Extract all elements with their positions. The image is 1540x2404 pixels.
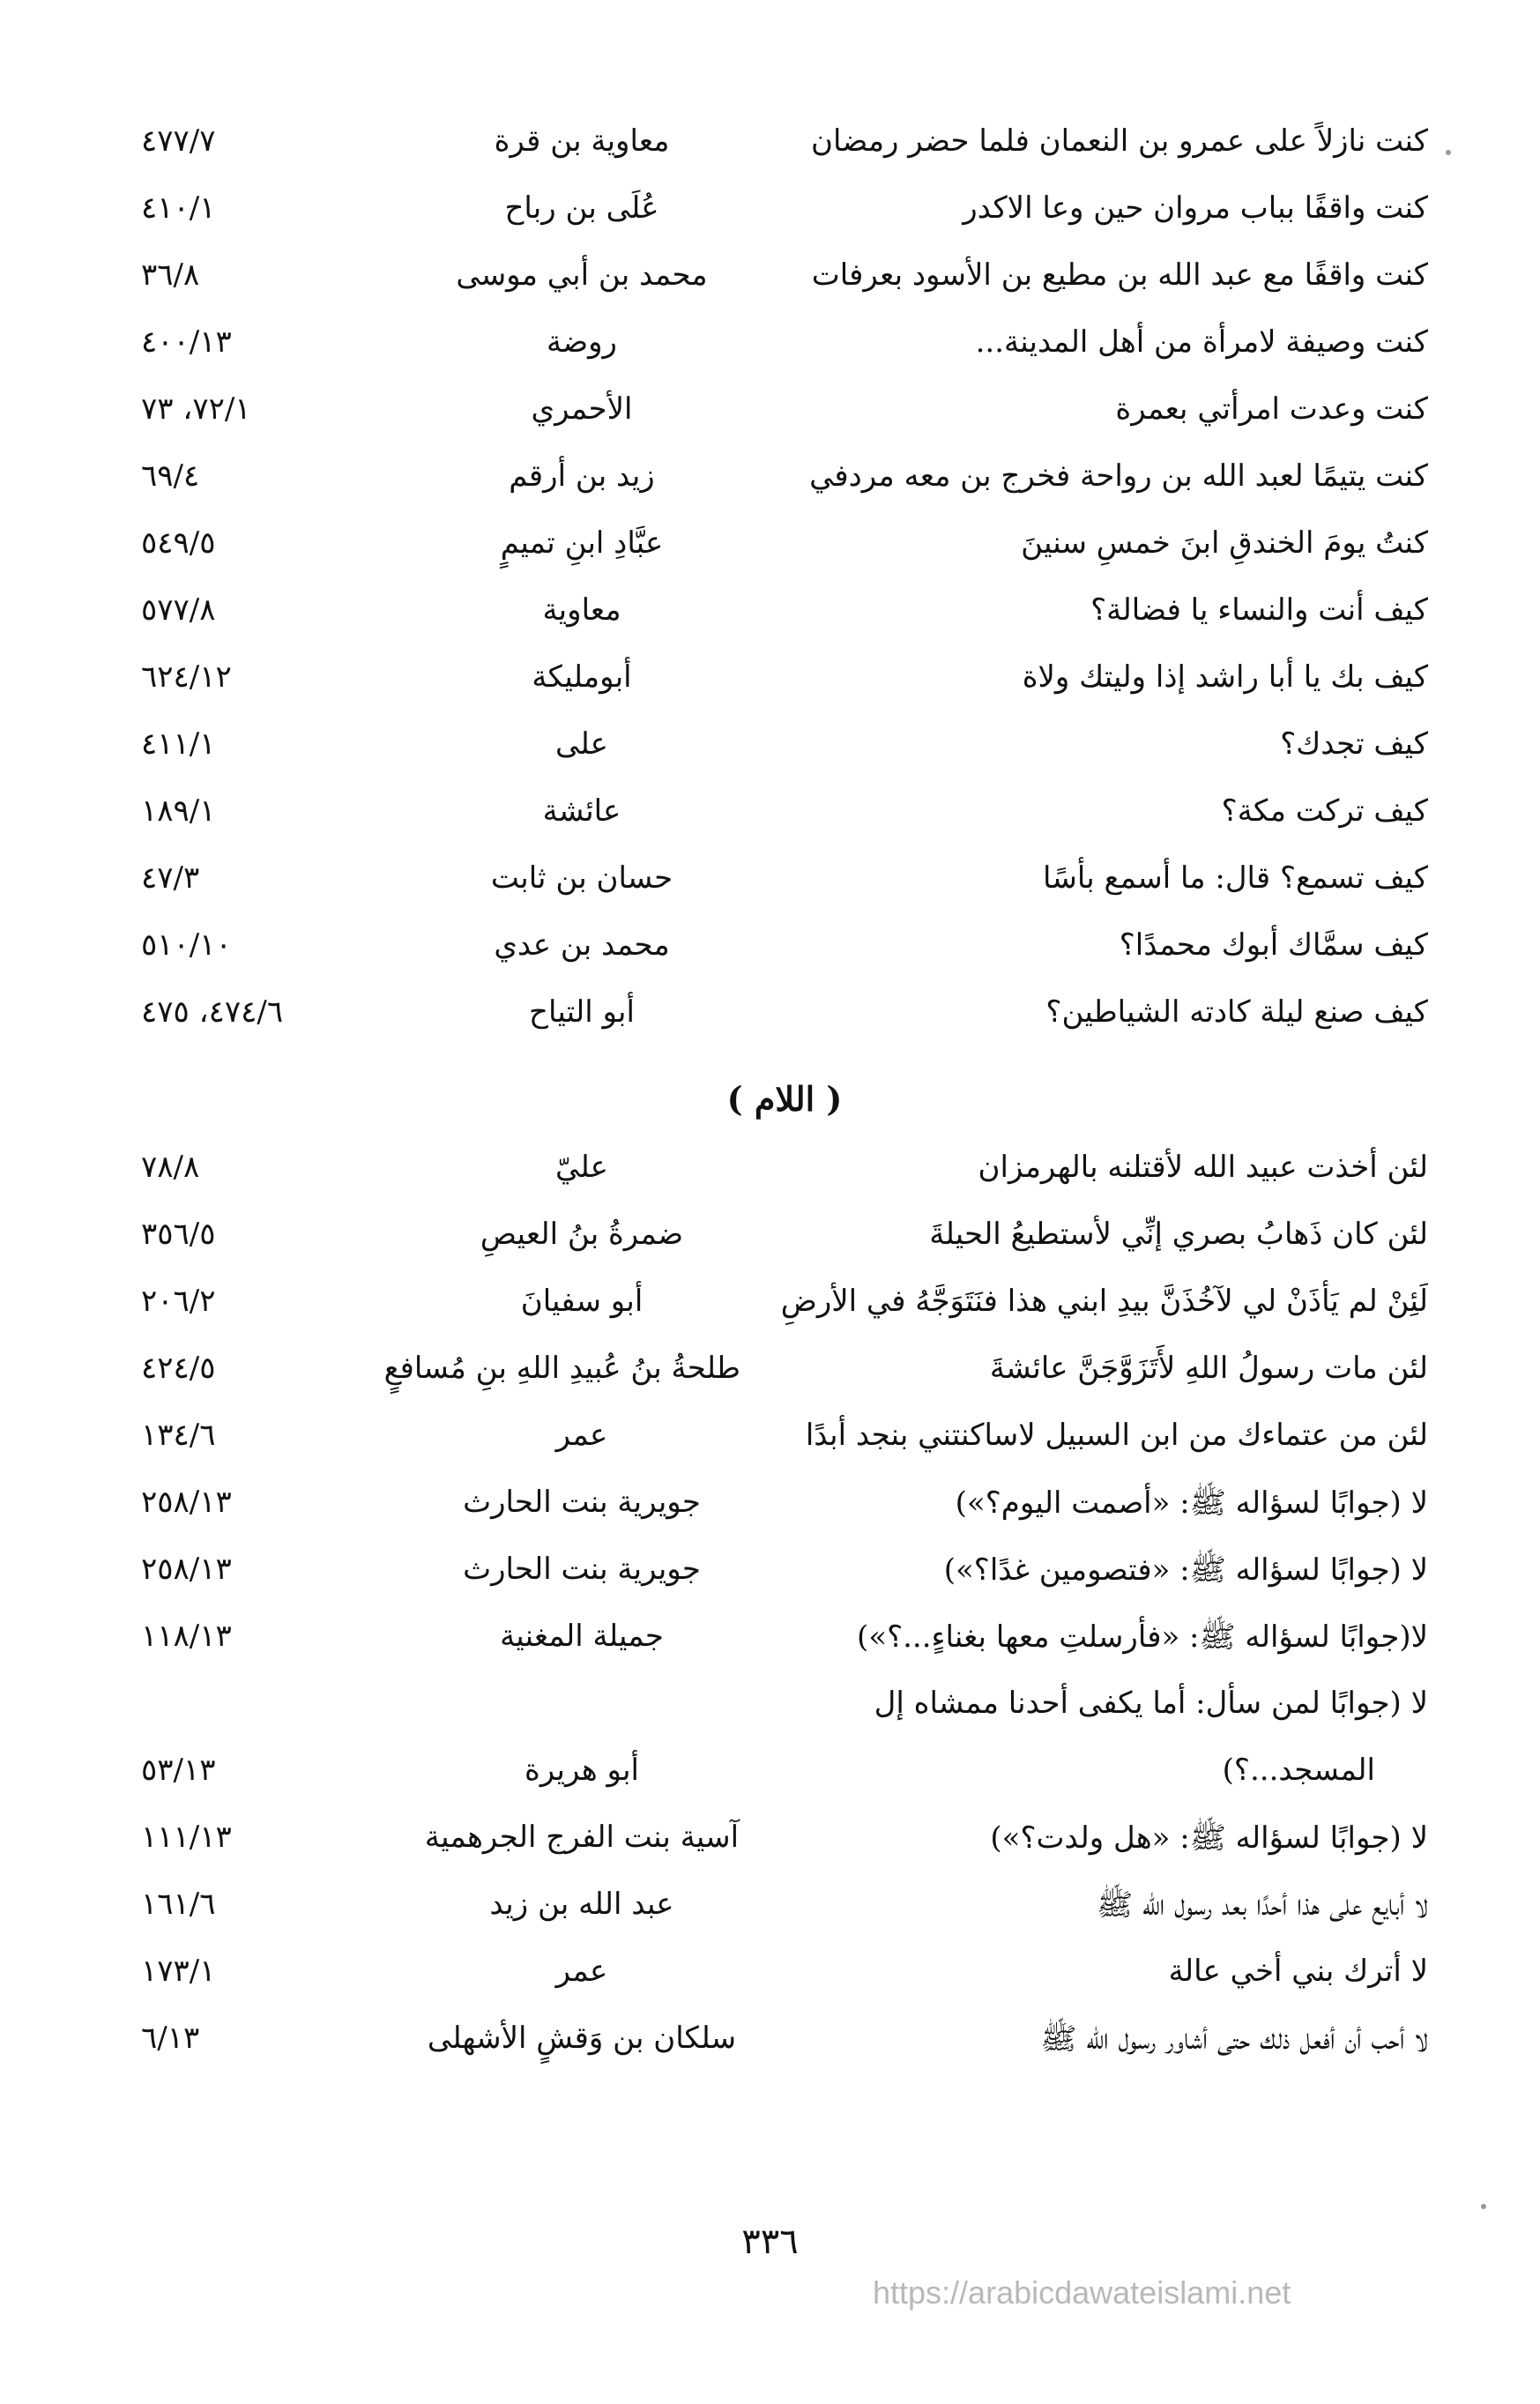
entry-phrase: كنت وعدت امرأتي بعمرة <box>1115 391 1428 427</box>
entry-reference: ٤١١/١ <box>141 726 216 762</box>
entry-reference: ٧٢/١، ٧٣ <box>141 391 251 427</box>
entry-narrator: روضة <box>547 324 617 360</box>
entry-phrase: كيف تسمع؟ قال: ما أسمع بأسًا <box>1043 860 1428 896</box>
entry-narrator: آسية بنت الفرج الجرهمية <box>424 1820 740 1855</box>
entry-reference: ١١١/١٣ <box>141 1820 232 1855</box>
entry-narrator: جميلة المغنية <box>500 1619 664 1654</box>
index-row <box>141 1876 1428 1943</box>
entry-phrase: لا (جوابًا لسؤاله ﷺ: «أصمت اليوم؟») <box>955 1485 1428 1521</box>
entry-narrator: الأحمري <box>531 391 633 427</box>
entry-phrase: لا أترك بني أخي عالة <box>1168 1954 1428 1989</box>
entry-phrase: كنت يتيمًا لعبد الله بن رواحة فخرج بن معه مردفي <box>809 458 1428 494</box>
entry-reference: ١٦١/٦ <box>141 1887 216 1922</box>
entry-phrase: لا (جوابًا لمن سأل: أما يكفى أحدنا ممشاه إل <box>874 1686 1428 1721</box>
entry-narrator: جويرية بنت الحارث <box>463 1552 701 1587</box>
page-number: ٣٣٦ <box>741 2222 799 2262</box>
entry-narrator: عمر <box>555 1418 608 1453</box>
index-row <box>141 381 1428 448</box>
index-row <box>141 1474 1428 1541</box>
entry-reference: ٥٤٩/٥ <box>141 525 216 561</box>
index-list <box>141 113 1428 2077</box>
entry-phrase: كيف تجدك؟ <box>1280 726 1428 762</box>
index-row <box>141 1608 1428 1675</box>
entry-reference: ٤٧٤/٦، ٤٧٥ <box>141 994 284 1030</box>
entry-reference: ٤١٠/١ <box>141 190 216 226</box>
entry-phrase: لئن كان ذَهابُ بصري إنِّي لأستطيعُ الحيلةَ <box>929 1217 1428 1252</box>
watermark-url: https://arabicdawateislami.net <box>873 2274 1291 2311</box>
entry-reference: ١١٨/١٣ <box>141 1619 232 1654</box>
entry-narrator: طلحةُ بنُ عُبيدِ اللهِ بنِ مُسافعٍ <box>383 1351 740 1386</box>
index-row <box>141 582 1428 649</box>
entry-reference: ٢٠٦/٢ <box>141 1284 216 1319</box>
entry-phrase: لئن مات رسولُ اللهِ لأَتَزَوَّجَنَّ عائشةَ <box>989 1351 1428 1386</box>
entry-narrator: سلكان بن وَقشٍ الأشهلى <box>427 2021 737 2056</box>
entry-phrase: كيف بك يا أبا راشد إذا وليتك ولاة <box>1022 659 1428 695</box>
index-row <box>141 113 1428 180</box>
entry-narrator: جويرية بنت الحارث <box>463 1485 701 1520</box>
entry-phrase: كيف أنت والنساء يا فضالة؟ <box>1090 592 1428 628</box>
entry-phrase: كنت وصيفة لامرأة من أهل المدينة... <box>975 324 1428 360</box>
entry-reference: ٢٥٨/١٣ <box>141 1552 232 1587</box>
entry-narrator: ضمرةُ بنُ العيصِ <box>480 1217 684 1252</box>
entry-reference: ٦٢٤/١٢ <box>141 659 232 695</box>
index-row <box>141 783 1428 850</box>
index-row-wrapped-second-line <box>141 1742 1428 1809</box>
index-row <box>141 850 1428 917</box>
index-row <box>141 917 1428 984</box>
entry-phrase: لئن من عتماءك من ابن السبيل لاساكنتني بنجد أبدًا <box>805 1418 1428 1453</box>
entry-narrator: أبو هريرة <box>524 1753 639 1788</box>
entry-phrase: كيف صنع ليلة كادته الشياطين؟ <box>1045 994 1428 1030</box>
entry-reference: ٧٨/٨ <box>141 1150 200 1185</box>
entry-reference: ١٣٤/٦ <box>141 1418 216 1453</box>
entry-phrase: كيف سمَّاك أبوك محمدًا؟ <box>1119 927 1428 963</box>
entry-narrator: على <box>555 726 608 762</box>
entry-phrase: لا أحب أن أفعل ذلك حتى أشاور رسول الله ﷺ <box>1040 2021 1428 2057</box>
entry-narrator: معاوية بن قرة <box>494 123 670 159</box>
index-row-wrapped-first-line <box>141 1675 1428 1742</box>
entry-narrator: عبد الله بن زيد <box>489 1887 674 1922</box>
index-row <box>141 1407 1428 1474</box>
index-row <box>141 448 1428 515</box>
entry-reference: ٥٣/١٣ <box>141 1753 216 1788</box>
entry-narrator: حسان بن ثابت <box>490 860 673 896</box>
entry-narrator: أبو التياح <box>529 994 635 1030</box>
entry-phrase: كيف تركت مكة؟ <box>1221 793 1428 829</box>
entry-narrator: محمد بن أبي موسى <box>456 257 708 293</box>
index-row <box>141 984 1428 1051</box>
entry-phrase: لا أبايع على هذا أحدًا بعد رسول الله ﷺ <box>1097 1887 1428 1923</box>
index-row <box>141 1273 1428 1340</box>
entry-reference: ١٨٩/١ <box>141 793 216 829</box>
index-row <box>141 1340 1428 1407</box>
index-row <box>141 716 1428 783</box>
entry-reference: ٤٢٤/٥ <box>141 1351 216 1386</box>
index-row <box>141 1809 1428 1876</box>
entry-reference: ٦٩/٤ <box>141 458 200 494</box>
entry-phrase: لا (جوابًا لسؤاله ﷺ: «هل ولدت؟») <box>990 1820 1428 1856</box>
entry-reference: ٣٥٦/٥ <box>141 1217 216 1252</box>
entry-phrase-continuation: المسجد...؟) <box>1222 1753 1375 1788</box>
entry-reference: ١٧٣/١ <box>141 1954 216 1989</box>
index-row <box>141 2010 1428 2077</box>
entry-narrator: عمر <box>555 1954 608 1989</box>
entry-reference: ٥١٠/١٠ <box>141 927 232 963</box>
entry-narrator: أبو سفيانَ <box>520 1284 644 1319</box>
entry-reference: ٤٧/٣ <box>141 860 200 896</box>
index-row <box>141 649 1428 716</box>
entry-narrator: عُلَى بن رباح <box>504 190 659 226</box>
margin-dot <box>1481 2204 1486 2209</box>
index-row <box>141 1139 1428 1206</box>
index-row <box>141 1206 1428 1273</box>
section-heading: ( اللام ) <box>726 1079 843 1119</box>
entry-reference: ٤٠٠/١٣ <box>141 324 232 360</box>
index-row <box>141 515 1428 582</box>
entry-narrator: محمد بن عدي <box>494 927 670 963</box>
index-row <box>141 180 1428 247</box>
index-row <box>141 247 1428 314</box>
entry-phrase: كنت نازلاً على عمرو بن النعمان فلما حضر رمضان <box>811 123 1428 159</box>
entry-phrase: لَئِنْ لم يَأذَنْ لي لآخُذَنَّ بيدِ ابني هذا فنَتَوَجَّهُ في الأرضِ <box>780 1284 1428 1319</box>
entry-reference: ٣٦/٨ <box>141 257 200 293</box>
entry-phrase: كنت واقفًا بباب مروان حين وعا الاكدر <box>963 190 1428 226</box>
entry-phrase: كنتُ يومَ الخندقِ ابنَ خمسِ سنينَ <box>1021 525 1428 561</box>
entry-narrator: زيد بن أرقم <box>509 458 655 494</box>
entry-reference: ٦/١٣ <box>141 2021 200 2056</box>
entry-narrator: أبومليكة <box>532 659 632 695</box>
entry-narrator: عليّ <box>555 1150 608 1185</box>
margin-dot <box>1446 150 1451 155</box>
entry-phrase: لا (جوابًا لسؤاله ﷺ: «فتصومين غدًا؟») <box>943 1552 1428 1588</box>
index-row <box>141 314 1428 381</box>
entry-phrase: لا(جوابًا لسؤاله ﷺ: «فأرسلتِ معها بغناءٍ...؟») <box>857 1619 1428 1655</box>
index-row <box>141 1541 1428 1608</box>
entry-narrator: معاوية <box>542 592 621 628</box>
entry-phrase: لئن أخذت عبيد الله لأقتلنه بالهرمزان <box>978 1150 1428 1185</box>
entry-phrase: كنت واقفًا مع عبد الله بن مطيع بن الأسود بعرفات <box>811 257 1428 293</box>
entry-narrator: عبَّادِ ابنِ تميمٍ <box>500 525 664 561</box>
entry-reference: ٢٥٨/١٣ <box>141 1485 232 1520</box>
index-row <box>141 1943 1428 2010</box>
entry-reference: ٥٧٧/٨ <box>141 592 216 628</box>
entry-reference: ٤٧٧/٧ <box>141 123 216 159</box>
entry-narrator: عائشة <box>542 793 621 829</box>
